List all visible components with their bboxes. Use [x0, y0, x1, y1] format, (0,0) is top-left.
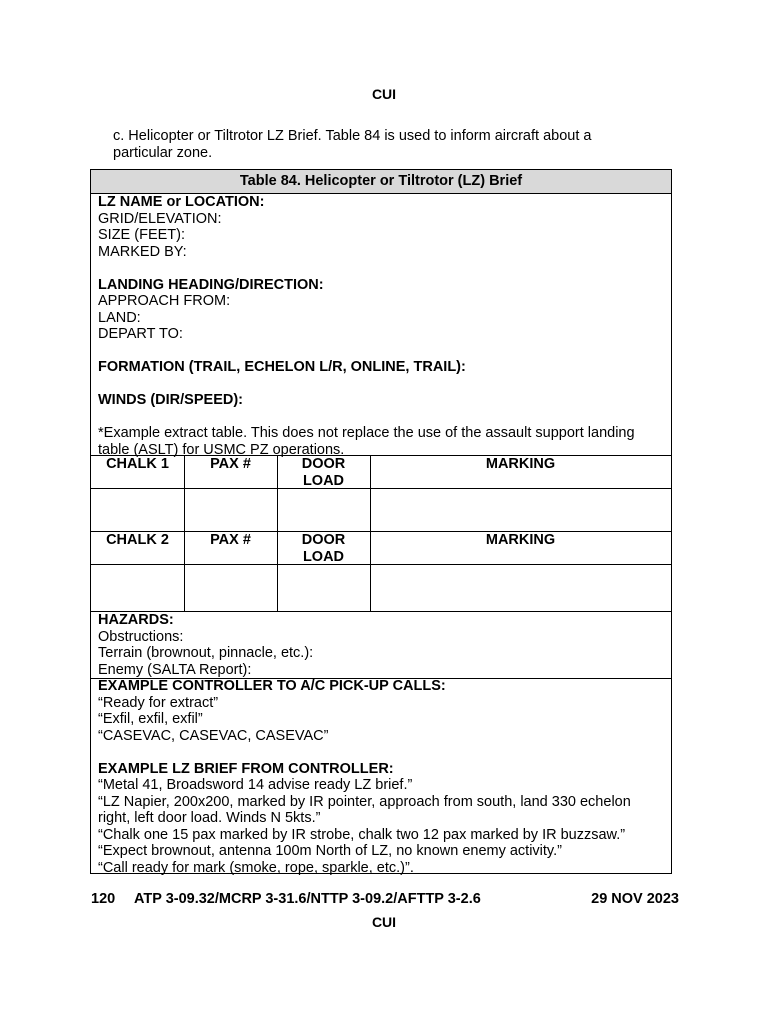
lz-line: SIZE (FEET): [98, 227, 185, 243]
door-label: DOOR [301, 532, 346, 548]
chalk1-door-load-header [277, 456, 370, 489]
lz-info-cell [98, 194, 665, 458]
chalk2-pax-header: PAX # [210, 532, 251, 548]
landing-line: DEPART TO: [98, 326, 183, 342]
lz-brief-heading: EXAMPLE LZ BRIEF FROM CONTROLLER: [98, 760, 394, 777]
landing-line: APPROACH FROM: [98, 293, 231, 309]
formation-heading: FORMATION (TRAIL, ECHELON L/R, ONLINE, TRAIL): [98, 359, 466, 375]
lz-line: GRID/ELEVATION: [98, 210, 222, 227]
calls-heading: EXAMPLE CONTROLLER TO A/C PICK-UP CALLS: [98, 678, 446, 694]
hazards-cell [98, 612, 665, 678]
page-number: 120 [91, 891, 116, 907]
calls-line: “CASEVAC, CASEVAC, CASEVAC” [98, 727, 329, 744]
lz-heading: LZ NAME or LOCATION: [98, 194, 265, 210]
calls-line: “Exfil, exfil, exfil” [98, 711, 203, 727]
publication-number: ATP 3-09.32/MCRP 3-31.6/NTTP 3-09.2/AFTTP 3-2.6 [134, 891, 481, 907]
table-rule [91, 564, 671, 565]
hazards-line: Terrain (brownout, pinnacle, etc.): [98, 645, 314, 661]
winds-heading: WINDS (DIR/SPEED): [98, 392, 243, 408]
cui-marking-top: CUI [371, 86, 397, 102]
intro-line-2: particular zone. [113, 145, 213, 161]
intro-line-1: c. Helicopter or Tiltrotor LZ Brief. Table 84 is used to inform aircraft about a [113, 128, 592, 144]
note-line: *Example extract table. This does not replace the use of the assault support landing [98, 425, 635, 441]
lz-brief-line: “Metal 41, Broadsword 14 advise ready LZ brief.” [98, 777, 413, 793]
chalk1-marking-header: MARKING [485, 456, 556, 472]
hazards-heading: HAZARDS: [98, 612, 174, 628]
lz-brief-line: right, left door load. Winds N 5kts.” [98, 810, 321, 826]
lz-brief-line: “Chalk one 15 pax marked by IR strobe, chalk two 12 pax marked by IR buzzsaw.” [98, 826, 626, 843]
chalk2-marking-header: MARKING [485, 532, 556, 548]
lz-brief-line: “LZ Napier, 200x200, marked by IR pointer, approach from south, land 330 echelon [98, 793, 631, 810]
lz-line: MARKED BY: [98, 243, 187, 260]
chalk1-pax-header: PAX # [210, 456, 251, 472]
calls-line: “Ready for extract” [98, 694, 219, 711]
hazards-line: Enemy (SALTA Report): [98, 661, 252, 678]
table-rule [91, 488, 671, 489]
load-label: LOAD [302, 472, 345, 489]
door-label: DOOR [301, 456, 346, 472]
landing-line: LAND: [98, 309, 141, 326]
lz-brief-table [90, 169, 672, 874]
hazards-line: Obstructions: [98, 628, 184, 645]
lz-brief-line: “Call ready for mark (smoke, rope, sparkle, etc.)”. [98, 859, 414, 876]
publication-date: 29 NOV 2023 [591, 891, 679, 907]
note-line: table (ASLT) for USMC PZ operations. [98, 441, 345, 458]
chalk2-door-load-header [277, 532, 370, 565]
cui-marking-bottom: CUI [371, 914, 397, 930]
landing-heading: LANDING HEADING/DIRECTION: [98, 276, 324, 293]
chalk2-header: CHALK 2 [106, 532, 169, 548]
table-caption: Table 84. Helicopter or Tiltrotor (LZ) Brief [91, 170, 671, 193]
chalk1-header: CHALK 1 [106, 456, 169, 472]
example-calls-cell [98, 678, 665, 876]
intro-paragraph [113, 128, 673, 162]
lz-brief-line: “Expect brownout, antenna 100m North of LZ, no known enemy activity.” [98, 843, 562, 859]
load-label: LOAD [302, 548, 345, 565]
